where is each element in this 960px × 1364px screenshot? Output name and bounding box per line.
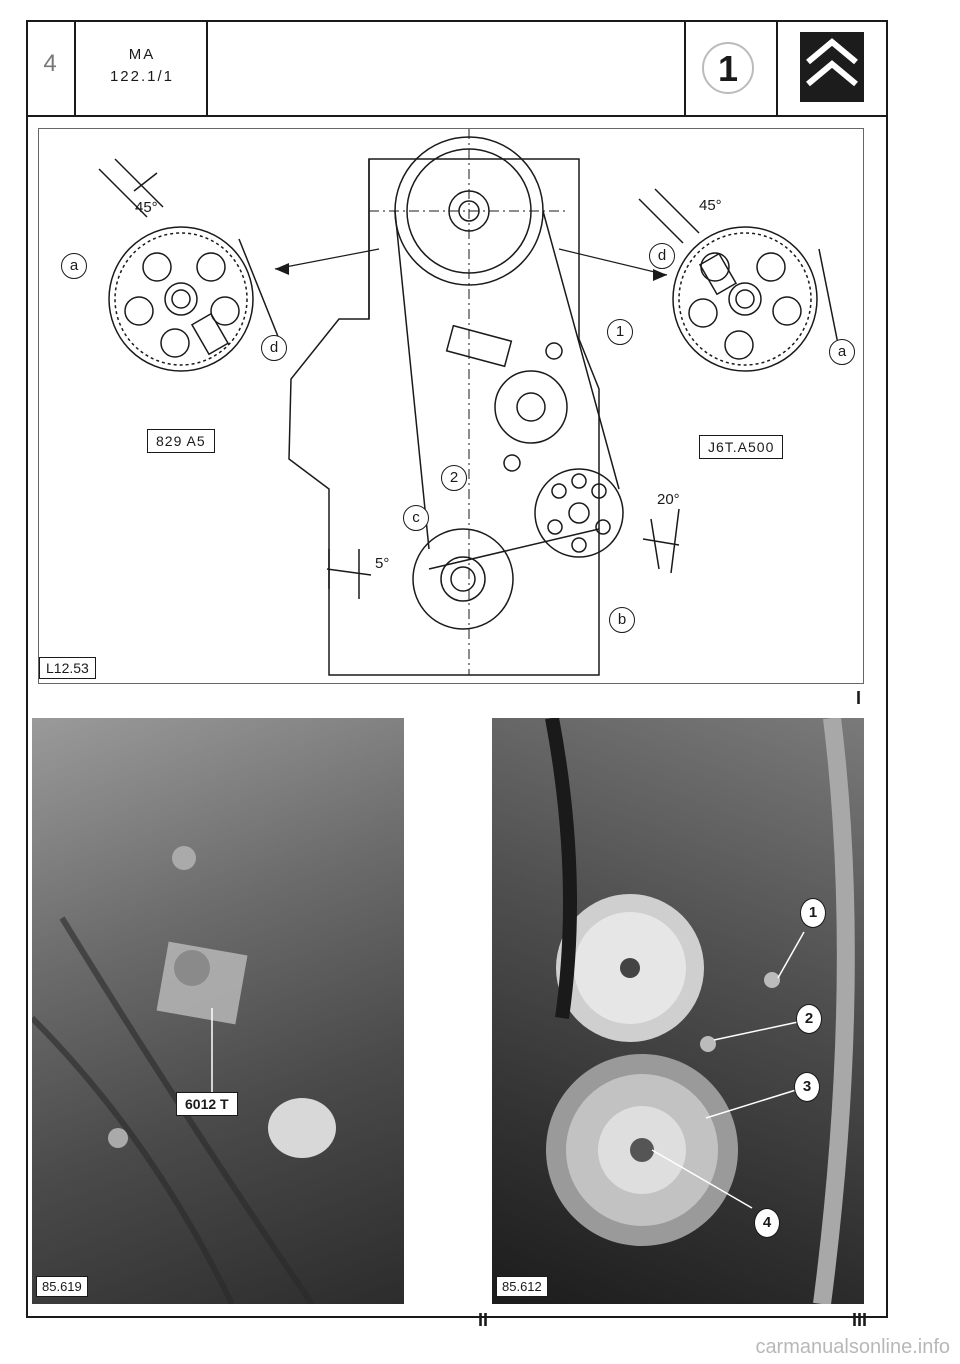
photo-callout-4: 4 xyxy=(754,1208,780,1238)
header xyxy=(26,20,888,117)
callout-b: b xyxy=(609,607,635,633)
callout-d-left: d xyxy=(261,335,287,361)
citroen-chevrons-icon xyxy=(800,32,864,102)
header-chapter-cell xyxy=(686,20,778,115)
watermark: carmanualsonline.info xyxy=(755,1336,950,1358)
callout-c: c xyxy=(403,505,429,531)
angle-left: 45° xyxy=(135,199,158,216)
photo-callout-3: 3 xyxy=(794,1072,820,1102)
engine-code-right: J6T.A500 xyxy=(699,435,783,459)
engine-code-left: 829 A5 xyxy=(147,429,215,453)
photo-callout-1: 1 xyxy=(800,898,826,928)
crank-pulley xyxy=(413,529,513,629)
header-ref-cell xyxy=(76,20,208,115)
callout-2: 2 xyxy=(441,465,467,491)
callout-d-right: d xyxy=(649,243,675,269)
roman-numeral-2: II xyxy=(478,1310,489,1330)
photo-left-shapes xyxy=(32,718,404,1304)
timing-belt-diagram xyxy=(38,128,864,684)
water-pump-pulley xyxy=(535,469,623,557)
operation-ref: 122.1/1 xyxy=(109,68,175,85)
header-title-cell xyxy=(208,20,686,115)
photo-flywheel-lock xyxy=(32,718,404,1304)
photo-engine-pulleys xyxy=(492,718,864,1304)
figure-ref-diagram: L12.53 xyxy=(39,657,96,679)
callout-a-right: a xyxy=(829,339,855,365)
roman-numeral-3: III xyxy=(852,1310,868,1330)
page-number: 4 xyxy=(43,50,57,77)
figure-ref-photo-right: 85.612 xyxy=(496,1276,548,1297)
photo-callout-2: 2 xyxy=(796,1004,822,1034)
group-code: MA xyxy=(128,46,156,63)
callout-a-left: a xyxy=(61,253,87,279)
figure-ref-photo-left: 85.619 xyxy=(36,1276,88,1297)
tool-label: 6012 T xyxy=(176,1092,238,1116)
header-page-cell xyxy=(26,20,76,115)
angle-tensioner: 20° xyxy=(657,491,680,508)
angle-crank: 5° xyxy=(375,555,390,572)
header-logo-cell xyxy=(778,20,886,115)
callout-1: 1 xyxy=(607,319,633,345)
tensioner-pulley xyxy=(495,371,567,443)
chapter-number: 1 xyxy=(702,42,754,94)
diagram-drawing xyxy=(39,129,865,685)
angle-right: 45° xyxy=(699,197,722,214)
roman-numeral-1: I xyxy=(856,688,862,708)
